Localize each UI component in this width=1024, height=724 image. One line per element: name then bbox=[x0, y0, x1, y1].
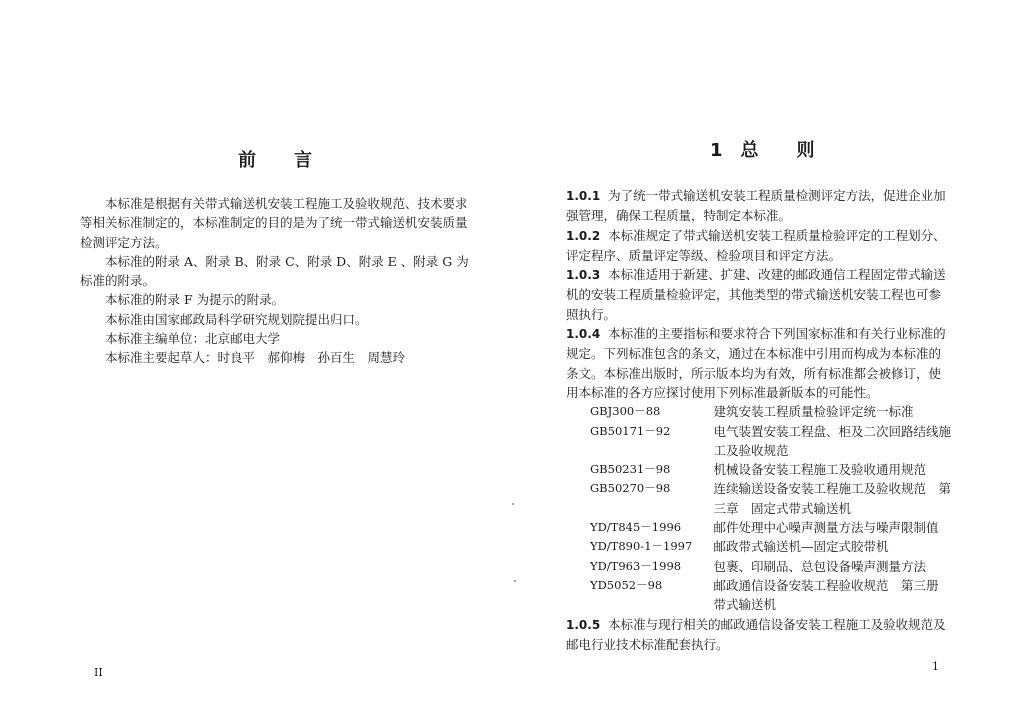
chapter-body bbox=[566, 186, 952, 654]
foreword-paragraph: 本标准主要起草人：时良平 郝仰梅 孙百生 周慧玲 bbox=[105, 350, 406, 366]
reference-row bbox=[590, 460, 952, 479]
clause-1-0-5 bbox=[566, 615, 952, 655]
page-number-left: II bbox=[94, 666, 103, 679]
standard-title: 建筑安装工程质量检验评定统一标准 bbox=[713, 404, 914, 420]
standard-code: GB50270－98 bbox=[590, 481, 671, 496]
standard-code: GB50231－98 bbox=[590, 462, 671, 477]
chapter-title bbox=[710, 136, 817, 162]
chapter-title-char-1: 总 bbox=[740, 140, 761, 161]
scan-speck bbox=[512, 503, 514, 505]
foreword-paragraph: 本标准由国家邮政局科学研究规划院提出归口。 bbox=[105, 311, 368, 327]
standard-title: 电气装置安装工程盘、柜及二次回路结线施工及验收规范 bbox=[713, 423, 952, 458]
reference-row bbox=[590, 557, 952, 576]
reference-row bbox=[590, 576, 952, 615]
right-page bbox=[512, 0, 1024, 724]
foreword-paragraph: 本标准的附录 A、附录 B、附录 C、附录 D、附录 E 、附录 G 为标准的附录。 bbox=[80, 253, 469, 289]
standard-code: GBJ300－88 bbox=[590, 404, 661, 419]
standard-title: 连续输送设备安装工程施工及验收规范 第三章 固定式带式输送机 bbox=[713, 481, 952, 516]
standard-title: 邮政通信设备安装工程验收规范 第三册 带式输送机 bbox=[713, 577, 952, 613]
clause-text: 本标准适用于新建、扩建、改建的邮政通信工程固定带式输送机的安装工程质量检验评定，其他类型的带式输送机安装工程也可参照执行。 bbox=[566, 267, 946, 322]
foreword-title bbox=[238, 146, 314, 172]
clause-text: 本标准与现行相关的邮政通信设备安装工程施工及验收规范及邮电行业技术标准配套执行。 bbox=[566, 616, 946, 652]
standard-code: YD/T963－1998 bbox=[590, 558, 682, 573]
reference-standards-list bbox=[590, 402, 952, 614]
standard-title: 邮件处理中心噪声测量方法与噪声限制值 bbox=[713, 520, 939, 536]
standard-code: YD/T890-1－1997 bbox=[590, 539, 693, 554]
clause-number: 1.0.1 bbox=[566, 189, 601, 203]
reference-row bbox=[590, 422, 952, 461]
standard-code: GB50171－92 bbox=[590, 423, 671, 438]
reference-row bbox=[590, 479, 952, 518]
clause-number: 1.0.2 bbox=[566, 228, 601, 243]
clause-1-0-2 bbox=[566, 226, 952, 266]
standard-code: YD5052－98 bbox=[590, 577, 663, 592]
standard-title: 机械设备安装工程施工及验收通用规范 bbox=[713, 462, 927, 478]
clause-number: 1.0.3 bbox=[566, 268, 601, 283]
chapter-number: 1 bbox=[710, 140, 725, 161]
clause-1-0-4 bbox=[566, 324, 952, 402]
clause-1-0-1 bbox=[566, 186, 952, 226]
chapter-title-char-2: 则 bbox=[796, 140, 817, 161]
foreword-paragraph: 本标准的附录 F 为提示的附录。 bbox=[105, 292, 285, 308]
clause-number: 1.0.5 bbox=[566, 617, 601, 632]
scan-speck bbox=[514, 580, 516, 582]
standard-title: 邮政带式输送机—固定式胶带机 bbox=[713, 539, 889, 555]
clause-text: 本标准规定了带式输送机安装工程质量检验评定的工程划分、评定程序、质量评定等级、检验项目和评定方法。 bbox=[566, 227, 946, 263]
reference-row bbox=[590, 518, 952, 537]
foreword-body bbox=[80, 194, 470, 368]
reference-row bbox=[590, 402, 952, 421]
clause-text: 本标准的主要指标和要求符合下列国家标准和有关行业标准的规定。下列标准包含的条文，通过在本标准中引用而构成为本标准的条文。本标准出版时，所示版本均为有效，所有标准都会被修订，使用本标准的各方应探讨使用下列标准最新版本的可能性。 bbox=[566, 326, 946, 400]
foreword-paragraph: 本标准主编单位：北京邮电大学 bbox=[105, 331, 281, 347]
clause-1-0-3 bbox=[566, 265, 952, 324]
reference-row bbox=[590, 537, 952, 556]
clause-text: 为了统一带式输送机安装工程质量检测评定方法，促进企业加强管理，确保工程质量，特制定本标准。 bbox=[566, 188, 946, 224]
standard-title: 包裹、印刷品、总包设备噪声测量方法 bbox=[713, 558, 927, 574]
standard-code: YD/T845－1996 bbox=[590, 520, 682, 535]
foreword-title-char-2: 言 bbox=[294, 150, 314, 171]
clause-number: 1.0.4 bbox=[566, 327, 601, 342]
foreword-title-char-1: 前 bbox=[238, 150, 258, 171]
foreword-paragraph: 本标准是根据有关带式输送机安装工程施工及验收规范、技术要求等相关标准制定的，本标准制定的目的是为了统一带式输送机安装质量检测评定方法。 bbox=[80, 196, 468, 250]
page-number-right: 1 bbox=[932, 660, 939, 673]
